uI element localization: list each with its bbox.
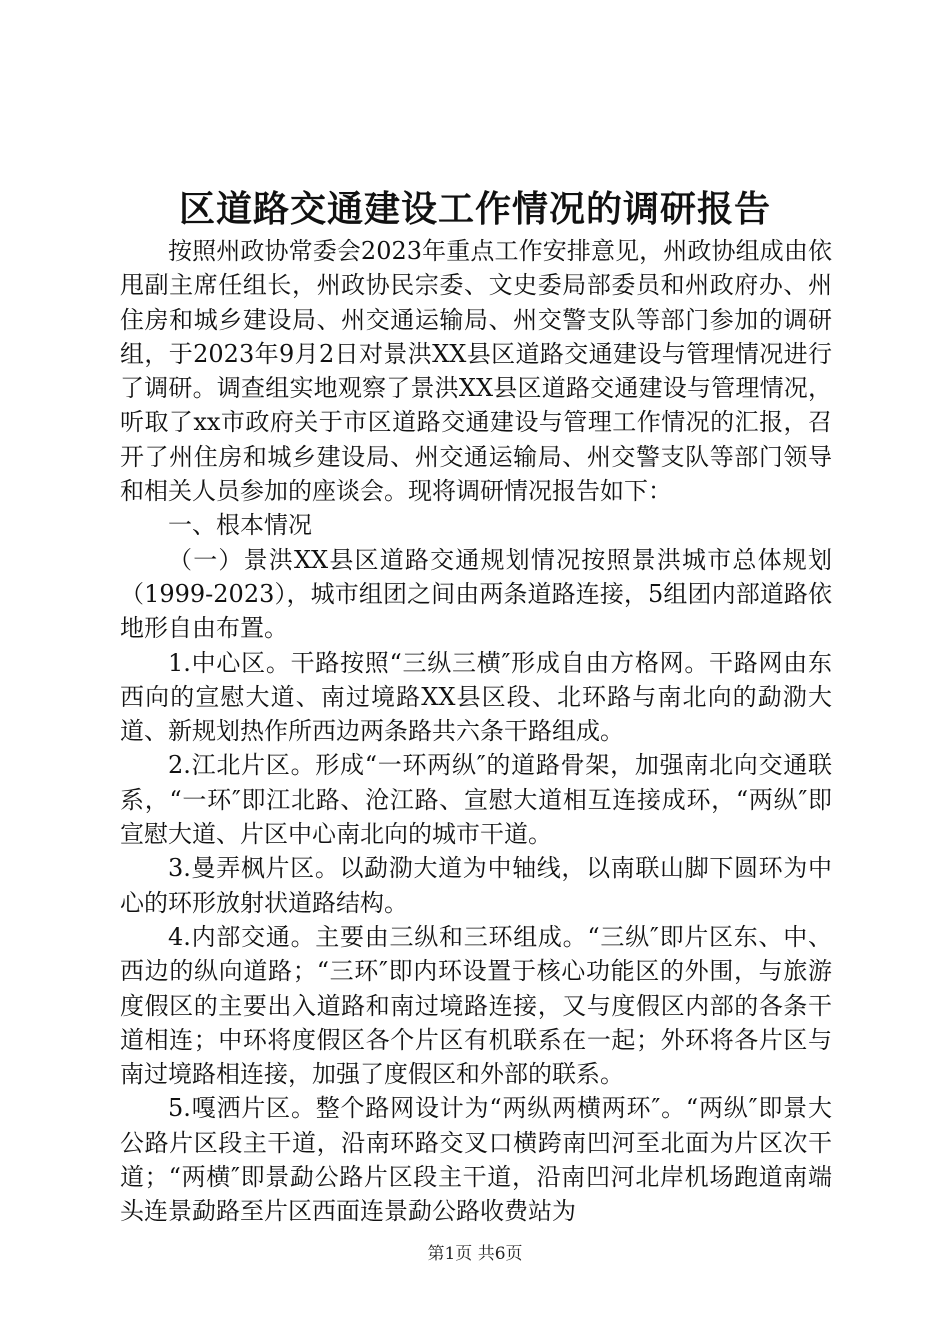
paragraph-central-district: 1.中心区。干路按照“三纵三横″形成自由方格网。干路网由东西向的宣慰大道、南过境路XX县区段、北环路与南北向的勐泐大道、新规划热作所西边两条路共六条干路组成。 [120, 648, 832, 746]
document-title: 区道路交通建设工作情况的调研报告 [178, 188, 771, 230]
paragraph-planning: （一）景洪XX县区道路交通规划情况按照景洪城市总体规划（1999-2023），城市组团之间由两条道路连接，5组团内部道路依地形自由布置。 [120, 545, 832, 643]
document-body [120, 234, 832, 1229]
paragraph-intro: 按照州政协常委会2023年重点工作安排意见，州政协组成由依甩副主席任组长，州政协民宗委、文史委局部委员和州政府办、州住房和城乡建设局、州交通运输局、州交警支队等部门参加的调研组，于2023年9月2日对景洪XX县区道路交通建设与管理情况进行了调研。调查组实地观察了景洪XX县区道路交通建设与管理情况，听取了xx市政府关于市区道路交通建设与管理工作情况的汇报，召开了州住房和城乡建设局、州交通运输局、州交警支队等部门领导和相关人员参加的座谈会。现将调研情况报告如下： [120, 237, 832, 506]
section-heading-basic-situation: 一、根本情况 [168, 511, 312, 540]
paragraph-mannongfeng-district: 3.曼弄枫片区。以勐泐大道为中轴线，以南联山脚下圆环为中心的环形放射状道路结构。 [120, 854, 832, 917]
paragraph-internal-traffic: 4.内部交通。主要由三纵和三环组成。“三纵″即片区东、中、西边的纵向道路；“三环″即内环设置于核心功能区的外围，与旅游度假区的主要出入道路和南过境路连接，又与度假区内部的各条干道相连；中环将度假区各个片区有机联系在一起；外环将各片区与南过境路相连接，加强了度假区和外部的联系。 [120, 922, 832, 1089]
paragraph-jiangbei-district: 2.江北片区。形成“一环两纵″的道路骨架，加强南北向交通联系，“一环″即江北路、沧江路、宣慰大道相互连接成环，“两纵″即宣慰大道、片区中心南北向的城市干道。 [120, 751, 832, 849]
page-number-footer: 第1页 共6页 [427, 1244, 523, 1264]
paragraph-gasa-district: 5.嘎洒片区。整个路网设计为“两纵两横两环″。“两纵″即景大公路片区段主干道，沿南环路交叉口横跨南凹河至北面为片区次干道；“两横″即景勐公路片区段主干道，沿南凹河北岸机场跑道南端头连景勐路至片区西面连景勐公路收费站为 [120, 1094, 832, 1226]
